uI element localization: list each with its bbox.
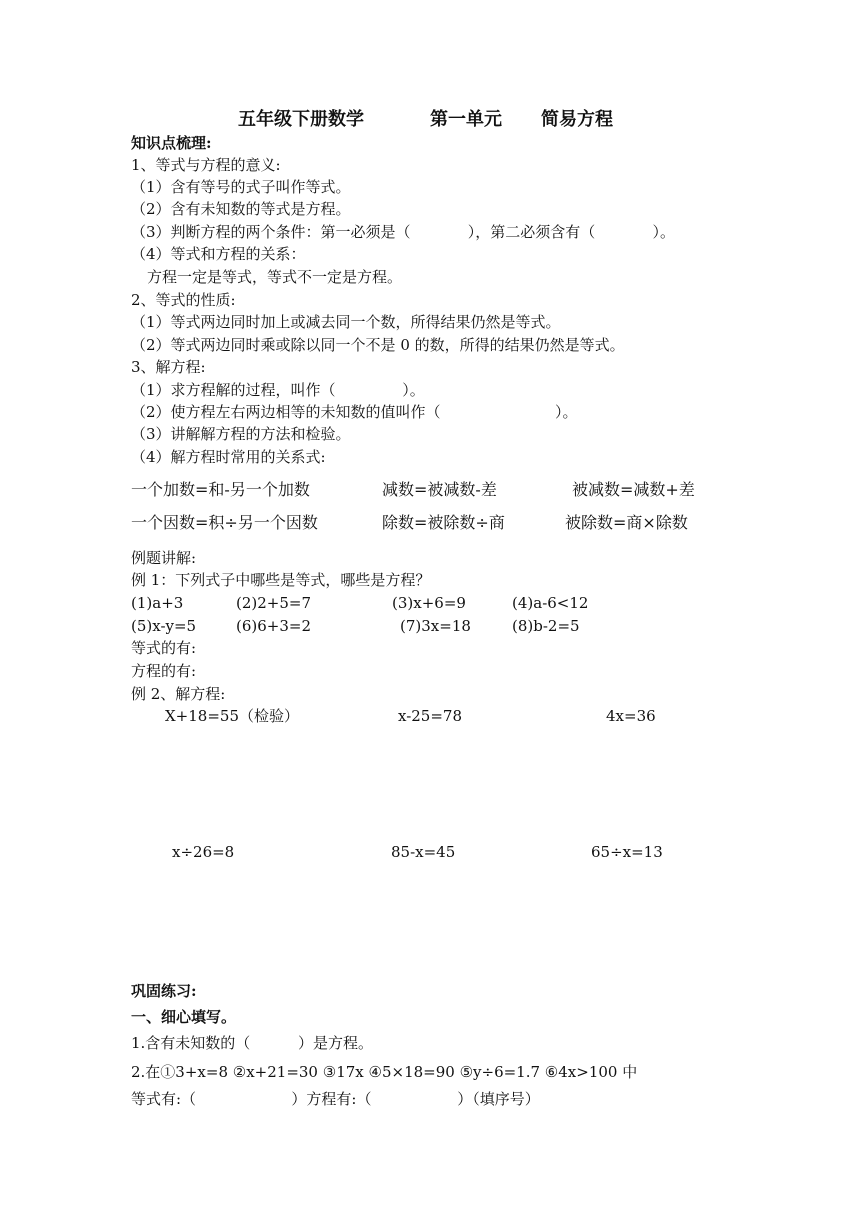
relation-addend: 一个加数=和-另一个加数	[131, 480, 310, 499]
relation-divisor: 除数=被除数÷商	[382, 513, 505, 532]
equation-problem: x-25=78	[398, 707, 463, 725]
equality-answer-line: 等式的有:	[131, 639, 197, 657]
equation-problem: 4x=36	[606, 707, 656, 725]
equation-problem: x÷26=8	[172, 843, 235, 861]
example-1-option: (3)x+6=9	[392, 594, 466, 612]
example-2: 例 2、解方程:	[131, 685, 226, 703]
section-1-item-2: （2）含有未知数的等式是方程。	[131, 200, 351, 218]
section-1-item-3: （3）判断方程的两个条件：第一必须是（ ），第二必须含有（ ）。	[131, 223, 675, 241]
example-1-option: (5)x-y=5	[131, 617, 197, 635]
section-3-item-2: （2）使方程左右两边相等的未知数的值叫作（ ）。	[131, 403, 578, 421]
knowledge-heading: 知识点梳理:	[131, 134, 212, 152]
example-1-option: (6)6+3=2	[236, 617, 312, 635]
relation-subtrahend: 减数=被减数-差	[382, 480, 497, 499]
section-2-item-1: （1）等式两边同时加上或减去同一个数，所得结果仍然是等式。	[131, 313, 561, 331]
equation-problem: 85-x=45	[391, 843, 456, 861]
title-unit: 第一单元	[430, 109, 502, 130]
practice-question-1: 1.含有未知数的（ ）是方程。	[131, 1034, 373, 1052]
example-1-option: (2)2+5=7	[236, 594, 312, 612]
section-1-item-4: （4）等式和方程的关系：	[131, 245, 306, 263]
examples-heading: 例题讲解:	[131, 549, 197, 567]
relation-factor: 一个因数=积÷另一个因数	[131, 513, 318, 532]
relation-dividend: 被除数=商×除数	[565, 513, 688, 532]
example-1-option: (4)a-6<12	[512, 594, 589, 612]
practice-heading: 巩固练习:	[131, 982, 197, 1000]
section-3-item-1: （1）求方程解的过程，叫作（ ）。	[131, 381, 425, 399]
example-1-option: (7)3x=18	[400, 617, 471, 635]
section-2: 2、等式的性质:	[131, 291, 236, 309]
section-1-item-1: （1）含有等号的式子叫作等式。	[131, 178, 351, 196]
example-1-option: (1)a+3	[131, 594, 184, 612]
practice-question-2: 2.在①3+x=8 ②x+21=30 ③17x ④5×18=90 ⑤y÷6=1.7 ⑥4x>100 中	[131, 1063, 638, 1081]
title-topic: 简易方程	[541, 109, 613, 130]
section-3-item-3: （3）讲解解方程的方法和检验。	[131, 425, 351, 443]
section-1-item-4-detail: 方程一定是等式，等式不一定是方程。	[147, 268, 403, 286]
equation-problem: X+18=55（检验）	[165, 707, 299, 725]
section-1: 1、等式与方程的意义:	[131, 156, 281, 174]
section-3-item-4: （4）解方程时常用的关系式:	[131, 448, 326, 466]
practice-part-1: 一、细心填写。	[131, 1008, 237, 1026]
section-3: 3、解方程:	[131, 358, 206, 376]
relation-minuend: 被减数=减数+差	[572, 480, 695, 499]
equation-problem: 65÷x=13	[591, 843, 663, 861]
example-1-option: (8)b-2=5	[512, 617, 580, 635]
practice-question-2-answer: 等式有:（ ）方程有:（ ）（填序号）	[131, 1090, 540, 1108]
section-2-item-2: （2）等式两边同时乘或除以同一个不是 0 的数，所得的结果仍然是等式。	[131, 336, 625, 354]
equation-answer-line: 方程的有:	[131, 662, 197, 680]
example-1: 例 1：下列式子中哪些是等式，哪些是方程？	[131, 571, 431, 589]
title-grade: 五年级下册数学	[238, 109, 364, 130]
